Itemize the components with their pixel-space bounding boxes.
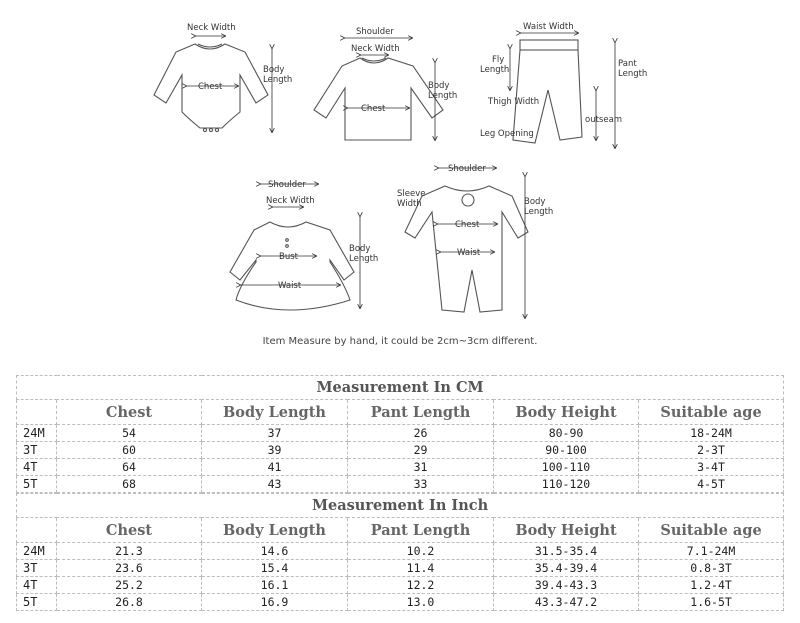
label-dress-body: Body <box>349 244 371 254</box>
table-cell: 31.5-35.4 <box>494 543 639 560</box>
table-cell: 54 <box>57 425 202 442</box>
label-top-neck-width: Neck Width <box>351 44 400 54</box>
table-cell: 21.3 <box>57 543 202 560</box>
table-row <box>17 543 784 560</box>
label-top-body: Body <box>428 81 450 91</box>
table-cell: 12.2 <box>348 577 494 594</box>
table-cell: 16.9 <box>202 594 348 611</box>
label-romper-shoulder: Shoulder <box>448 164 486 174</box>
label-pants-waist-width: Waist Width <box>523 22 574 32</box>
table-cell: 16.1 <box>202 577 348 594</box>
table-cell: 80-90 <box>494 425 639 442</box>
size-label: 24M <box>17 543 57 560</box>
label-romper-length: Length <box>524 207 554 217</box>
table-cell: 4-5T <box>639 476 784 493</box>
column-header: Body Height <box>494 518 639 543</box>
label-romper-body: Body <box>524 197 546 207</box>
table-cell: 1.6-5T <box>639 594 784 611</box>
label-bodysuit-length: Length <box>263 75 293 85</box>
table-cell: 43.3-47.2 <box>494 594 639 611</box>
label-romper-chest: Chest <box>455 220 480 230</box>
table-cell: 26.8 <box>57 594 202 611</box>
table-cell: 43 <box>202 476 348 493</box>
label-romper-sleeve-width: Width <box>397 199 422 209</box>
label-pants-outseam: outseam <box>585 115 623 125</box>
dress-illustration <box>230 222 354 310</box>
column-header: Chest <box>57 400 202 425</box>
label-dress-shoulder: Shoulder <box>268 180 306 190</box>
table-cell: 10.2 <box>348 543 494 560</box>
table-cell: 68 <box>57 476 202 493</box>
column-header: Suitable age <box>639 400 784 425</box>
label-dress-waist: Waist <box>278 281 302 291</box>
table-row <box>17 442 784 459</box>
table-row <box>17 425 784 442</box>
table-cell: 1.2-4T <box>639 577 784 594</box>
table-cell: 39.4-43.3 <box>494 577 639 594</box>
table-inch <box>16 493 784 611</box>
table-row <box>17 577 784 594</box>
table-cell: 100-110 <box>494 459 639 476</box>
table-cell: 31 <box>348 459 494 476</box>
label-pants-fly: Fly <box>492 55 505 65</box>
table-cell: 39 <box>202 442 348 459</box>
label-pants-fly-length: Length <box>480 65 510 75</box>
table-cell: 18-24M <box>639 425 784 442</box>
column-header: Suitable age <box>639 518 784 543</box>
label-pants-pant-length: Length <box>618 69 648 79</box>
label-dress-neck-width: Neck Width <box>266 196 315 206</box>
column-header: Pant Length <box>348 400 494 425</box>
column-header: Chest <box>57 518 202 543</box>
table-row <box>17 560 784 577</box>
table-cell: 13.0 <box>348 594 494 611</box>
table-title: Measurement In Inch <box>17 494 784 518</box>
table-row <box>17 459 784 476</box>
label-pants-thigh-width: Thigh Width <box>488 97 540 107</box>
table-cm <box>16 375 784 493</box>
table-cell: 7.1-24M <box>639 543 784 560</box>
table-cell: 64 <box>57 459 202 476</box>
table-cell: 14.6 <box>202 543 348 560</box>
label-top-length: Length <box>428 91 458 101</box>
table-title: Measurement In CM <box>17 376 784 400</box>
table-cell: 25.2 <box>57 577 202 594</box>
table-row <box>17 594 784 611</box>
size-label: 24M <box>17 425 57 442</box>
size-label: 3T <box>17 560 57 577</box>
size-label: 5T <box>17 594 57 611</box>
label-pants-leg-opening: Leg Opening <box>480 129 534 139</box>
table-cell: 110-120 <box>494 476 639 493</box>
size-label: 4T <box>17 577 57 594</box>
label-top-chest: Chest <box>361 104 386 114</box>
top-illustration <box>314 58 443 140</box>
pants-illustration <box>513 40 582 143</box>
table-cell: 29 <box>348 442 494 459</box>
column-header: Body Height <box>494 400 639 425</box>
label-bodysuit-chest: Chest <box>198 82 223 92</box>
table-cell: 0.8-3T <box>639 560 784 577</box>
table-cell: 23.6 <box>57 560 202 577</box>
table-cell: 2-3T <box>639 442 784 459</box>
table-cell: 37 <box>202 425 348 442</box>
size-label: 5T <box>17 476 57 493</box>
column-header: Body Length <box>202 518 348 543</box>
size-label: 4T <box>17 459 57 476</box>
table-cell: 15.4 <box>202 560 348 577</box>
table-cell: 33 <box>348 476 494 493</box>
table-cell: 11.4 <box>348 560 494 577</box>
column-header: Pant Length <box>348 518 494 543</box>
table-cell: 90-100 <box>494 442 639 459</box>
measurement-note: Item Measure by hand, it could be 2cm~3cm different. <box>262 336 538 347</box>
label-romper-sleeve: Sleeve <box>397 189 426 199</box>
label-dress-length: Length <box>349 254 379 264</box>
table-row <box>17 476 784 493</box>
table-cell: 26 <box>348 425 494 442</box>
table-cell: 35.4-39.4 <box>494 560 639 577</box>
column-header: Body Length <box>202 400 348 425</box>
label-dress-bust: Bust <box>279 252 298 262</box>
label-pants-pant: Pant <box>618 59 637 69</box>
label-bodysuit-body: Body <box>263 65 285 75</box>
table-cell: 3-4T <box>639 459 784 476</box>
table-cell: 41 <box>202 459 348 476</box>
table-cell: 60 <box>57 442 202 459</box>
label-bodysuit-neck-width: Neck Width <box>187 23 236 33</box>
label-romper-waist: Waist <box>457 248 481 258</box>
label-top-shoulder: Shoulder <box>356 27 394 37</box>
size-label: 3T <box>17 442 57 459</box>
